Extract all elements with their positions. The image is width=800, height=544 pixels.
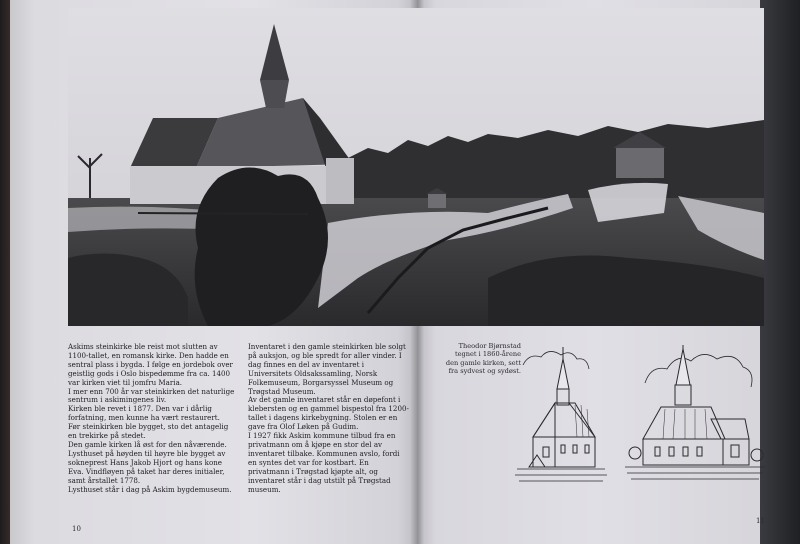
sketch-caption: Theodor Bjørnstad tegnet i 1860-årene den gamle kirken, sett fra sydvest og sydøst. (445, 342, 521, 376)
paragraph: Kirken ble revet i 1877. Den var i dårlig forfatning, men kunne ha vært restaurert. (68, 404, 220, 423)
church-sketch-southeast (625, 343, 765, 485)
paragraph: Den gamle kirken lå øst for den nåværende. (68, 439, 227, 449)
paragraph: I mer enn 700 år var steinkirken det naturlige sentrum i askimingenes liv. (68, 386, 235, 405)
paragraph: Inventaret i den gamle steinkirken ble solgt på auksjon, og ble spredt for aller vinder. I dag finnes en del av inventaret i Universitets Oldsakssamling, Norsk Folkemuseum, Borgarsyssel Museum og Trøgstad Museum. (248, 342, 406, 396)
church-sketch-southwest (515, 345, 607, 485)
paragraph: Før steinkirken ble bygget, sto det antagelig en trekirke på stedet. (68, 422, 229, 441)
book-cover-edge-right (760, 0, 800, 544)
text-column-middle (248, 343, 410, 494)
paragraph: I 1927 fikk Askim kommune tilbud fra en privatmann om å kjøpe en stor del av inventaret tilbake. Kommunen avslo, fordi en syntes det var for kostbart. En privatmann i Trøgstad kjøpte alt, og inventaret står i dag utstilt på Trøgstad museum. (248, 431, 400, 494)
paragraph: Lysthuset på høyden til høyre ble bygget av sokneprest Hans Jakob Hjort og hans kone Eva. Vindfløyen på taket har deres initialer, samt årstallet 1778. (68, 448, 226, 485)
page-number-left: 10 (72, 525, 81, 533)
paragraph: Lysthuset står i dag på Askim bygdemuseum. (68, 484, 232, 494)
church-photograph (68, 8, 764, 326)
paragraph: Av det gamle inventaret står en døpefont i klebersten og en gammel bispestol fra 1200-tallet i dagens kirkebygning. Stolen er en gave fra Olof Løken på Gudim. (248, 395, 409, 432)
text-column-left (68, 343, 236, 494)
paragraph: Askims steinkirke ble reist mot slutten av 1100-tallet, en romansk kirke. Den hadde en sentral plass i bygda. I følge en jordebok over geistlig gods i Oslo bispedømme fra ca. 1400 var kirken viet til jomfru Maria. (68, 342, 233, 387)
page-number-right: 11 (756, 517, 765, 525)
